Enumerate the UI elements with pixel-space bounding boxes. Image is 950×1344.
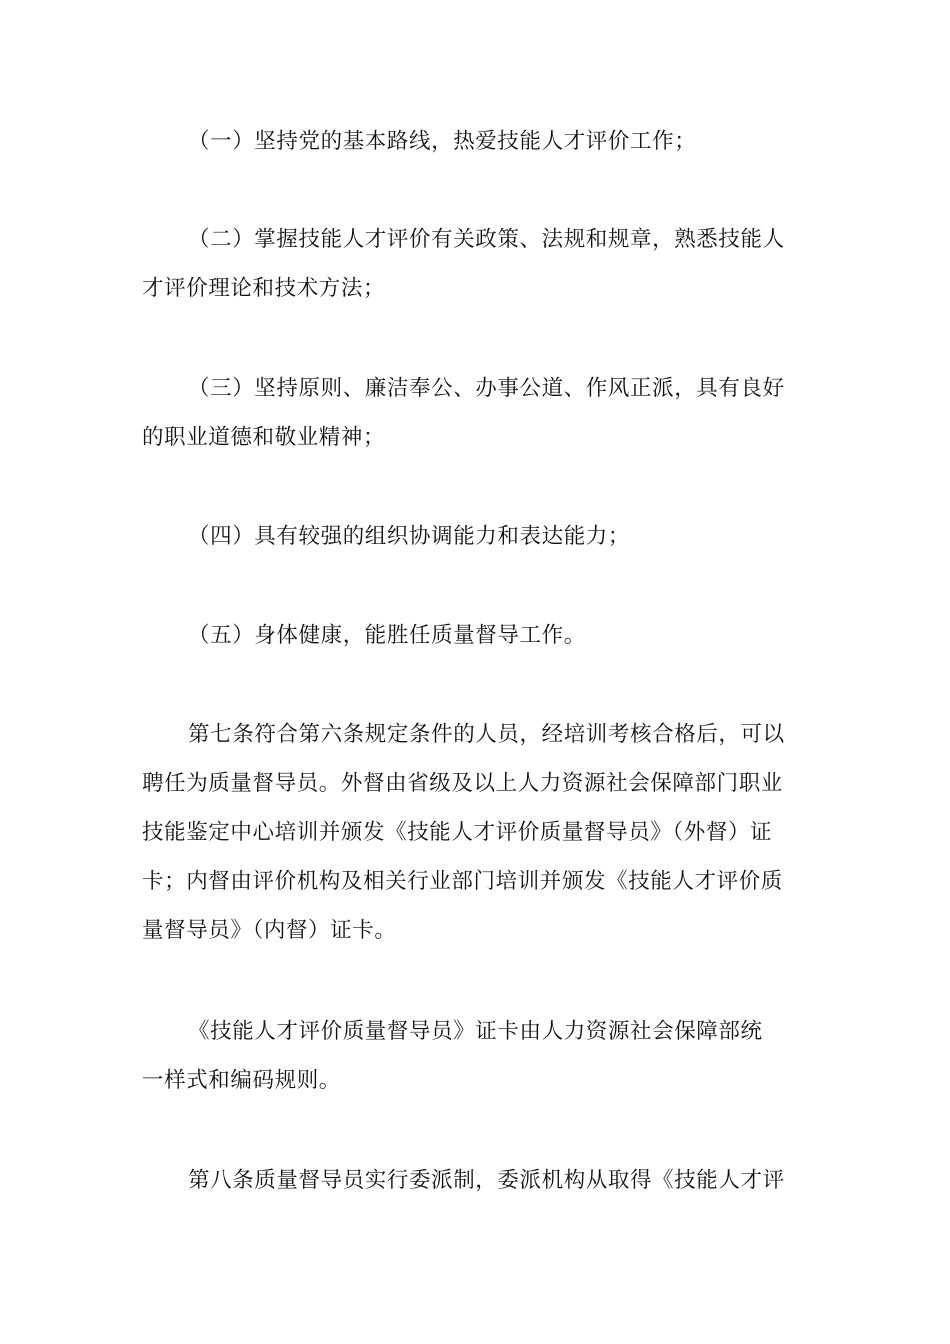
paragraph-item-8 — [142, 1156, 810, 1205]
paragraph-line: 才评价理论和技术方法； — [142, 276, 386, 301]
paragraph-line: （一）坚持党的基本路线，热爱技能人才评价工作； — [188, 129, 697, 154]
paragraph-line: （四）具有较强的组织协调能力和表达能力； — [188, 524, 631, 549]
paragraph-item-7 — [142, 1007, 810, 1105]
paragraph-item-2 — [142, 215, 810, 313]
paragraph-line: 第八条质量督导员实行委派制，委派机构从取得《技能人才评 — [188, 1168, 785, 1193]
paragraph-item-4 — [142, 512, 810, 561]
paragraph-line: 《技能人才评价质量督导员》证卡由人力资源社会保障部统 — [188, 1019, 763, 1044]
paragraph-item-5 — [142, 611, 810, 660]
paragraph-line: 技能鉴定中心培训并颁发《技能人才评价质量督导员》（外督）证 — [142, 820, 773, 845]
paragraph-item-1 — [142, 117, 810, 166]
paragraph-line: （五）身体健康，能胜任质量督导工作。 — [188, 623, 586, 648]
paragraph-line: （三）坚持原则、廉洁奉公、办事公道、作风正派，具有良好 — [188, 376, 785, 401]
paragraph-line: 量督导员》（内督）证卡。 — [142, 918, 397, 943]
paragraph-line: 卡；内督由评价机构及相关行业部门培训并颁发《技能人才评价质 — [142, 869, 783, 894]
paragraph-line: 第七条符合第六条规定条件的人员，经培训考核合格后，可以 — [188, 722, 785, 747]
paragraph-line: 一样式和编码规则。 — [142, 1068, 341, 1093]
paragraph-line: （二）掌握技能人才评价有关政策、法规和规章，熟悉技能人 — [188, 227, 785, 252]
paragraph-item-3 — [142, 364, 810, 462]
paragraph-line: 聘任为质量督导员。外督由省级及以上人力资源社会保障部门职业 — [142, 771, 783, 796]
paragraph-line: 的职业道德和敬业精神； — [142, 425, 386, 450]
paragraph-item-6 — [142, 710, 810, 955]
